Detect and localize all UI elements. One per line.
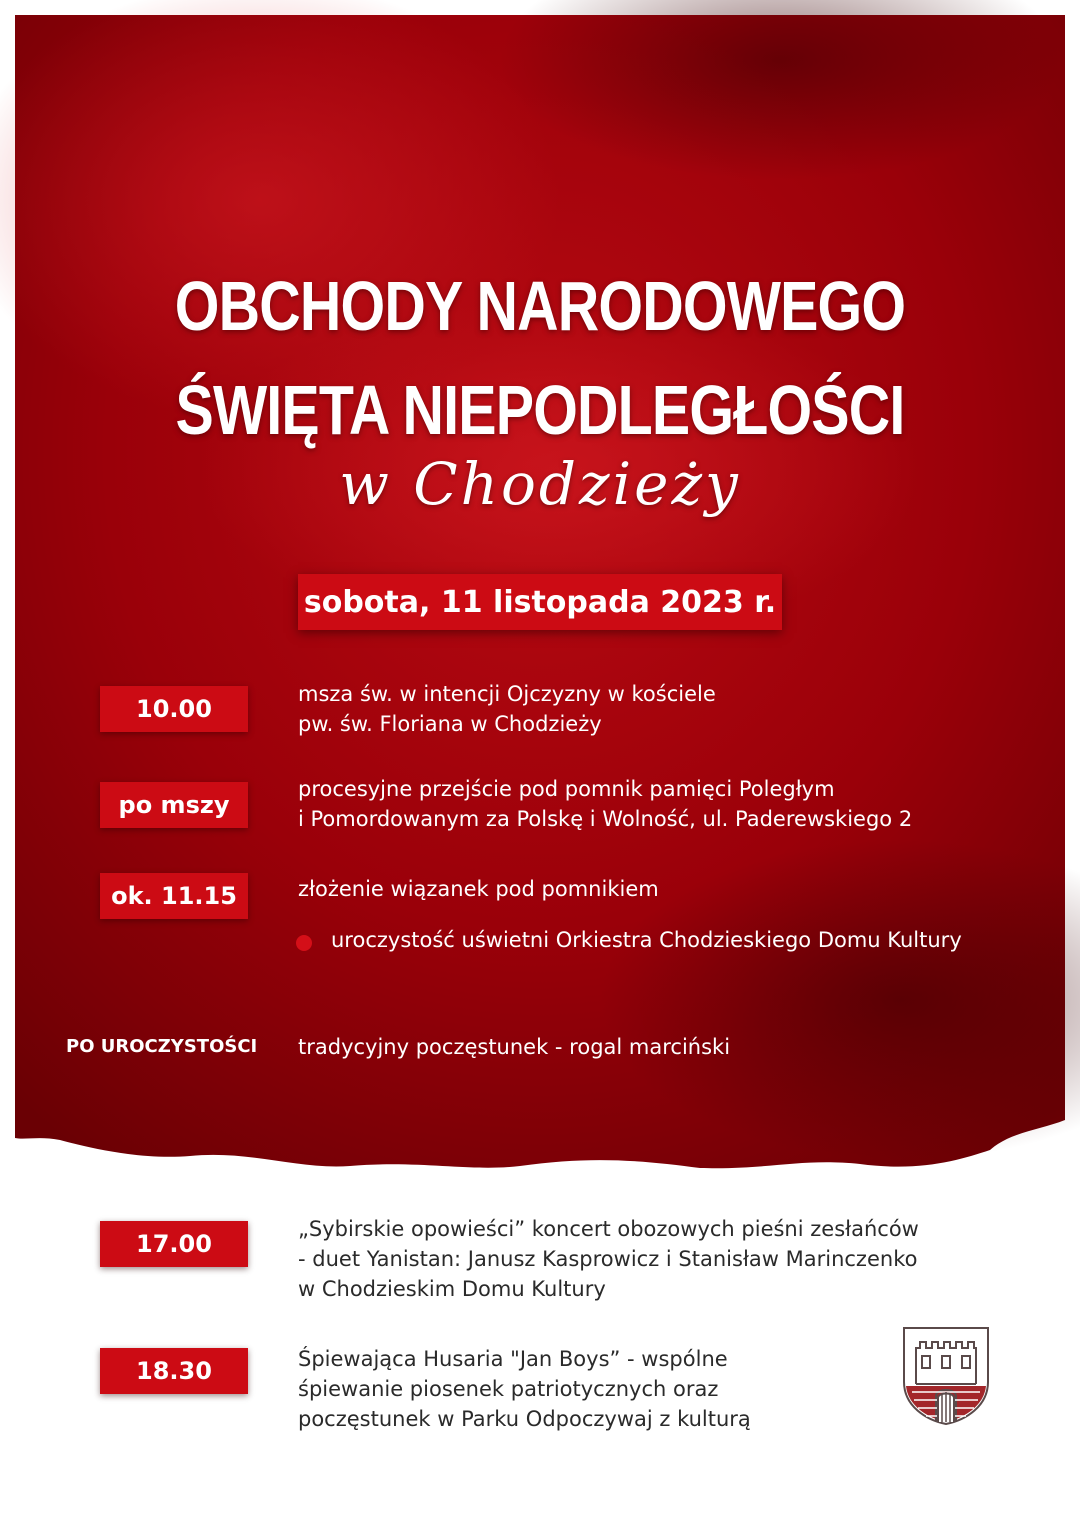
time-label: 18.30 (136, 1357, 212, 1385)
date-banner (298, 574, 782, 630)
title-line-1: OBCHODY NARODOWEGO (174, 267, 906, 345)
time-badge-1830 (100, 1348, 248, 1394)
time-label: po mszy (118, 791, 230, 819)
event-line: „Sybirskie opowieści” koncert obozowych pieśni zesłańców (298, 1217, 919, 1241)
bullet-text: uroczystość uświetni Orkiestra Chodzieskiego Domu Kultury (331, 928, 962, 952)
time-label: 17.00 (136, 1230, 212, 1258)
event-description-3 (298, 874, 659, 904)
event-line: w Chodzieskim Domu Kultury (298, 1277, 606, 1301)
event-line: tradycyjny poczęstunek - rogal marciński (298, 1035, 731, 1059)
event-line: i Pomordowanym za Polskę i Wolność, ul. Paderewskiego 2 (298, 807, 913, 831)
event-line: złożenie wiązanek pod pomnikiem (298, 877, 659, 901)
event-line: śpiewanie piosenek patriotycznych oraz (298, 1377, 719, 1401)
event-description-2 (298, 774, 912, 834)
date-text: sobota, 11 listopada 2023 r. (303, 584, 777, 620)
time-label: 10.00 (136, 695, 212, 723)
event-line: poczęstunek w Parku Odpoczywaj z kulturą (298, 1407, 751, 1431)
event-line: pw. św. Floriana w Chodzieży (298, 712, 602, 736)
time-badge-po-mszy (100, 782, 248, 828)
time-badge-1115 (100, 873, 248, 919)
event-line: msza św. w intencji Ojczyzny w kościele (298, 682, 716, 706)
event-line: Śpiewająca Husaria "Jan Boys” - wspólne (298, 1347, 728, 1371)
after-ceremony-text (298, 1032, 730, 1062)
event-description-4 (298, 1214, 919, 1304)
event-description-5 (298, 1344, 751, 1434)
time-badge-1000 (100, 686, 248, 732)
time-label: ok. 11.15 (111, 882, 237, 910)
event-line: procesyjne przejście pod pomnik pamięci Poległym (298, 777, 835, 801)
time-badge-1700 (100, 1221, 248, 1267)
event-line: - duet Yanistan: Janusz Kasprowicz i Stanisław Marinczenko (298, 1247, 918, 1271)
event-description-1 (298, 679, 716, 739)
title-script-location: w Chodzieży (339, 450, 741, 518)
title-line-2: ŚWIĘTA NIEPODLEGŁOŚCI (175, 371, 905, 449)
bullet-dot-icon (296, 935, 312, 951)
town-crest-icon (902, 1326, 990, 1426)
after-ceremony-label: PO UROCZYSTOŚCI (66, 1036, 258, 1057)
